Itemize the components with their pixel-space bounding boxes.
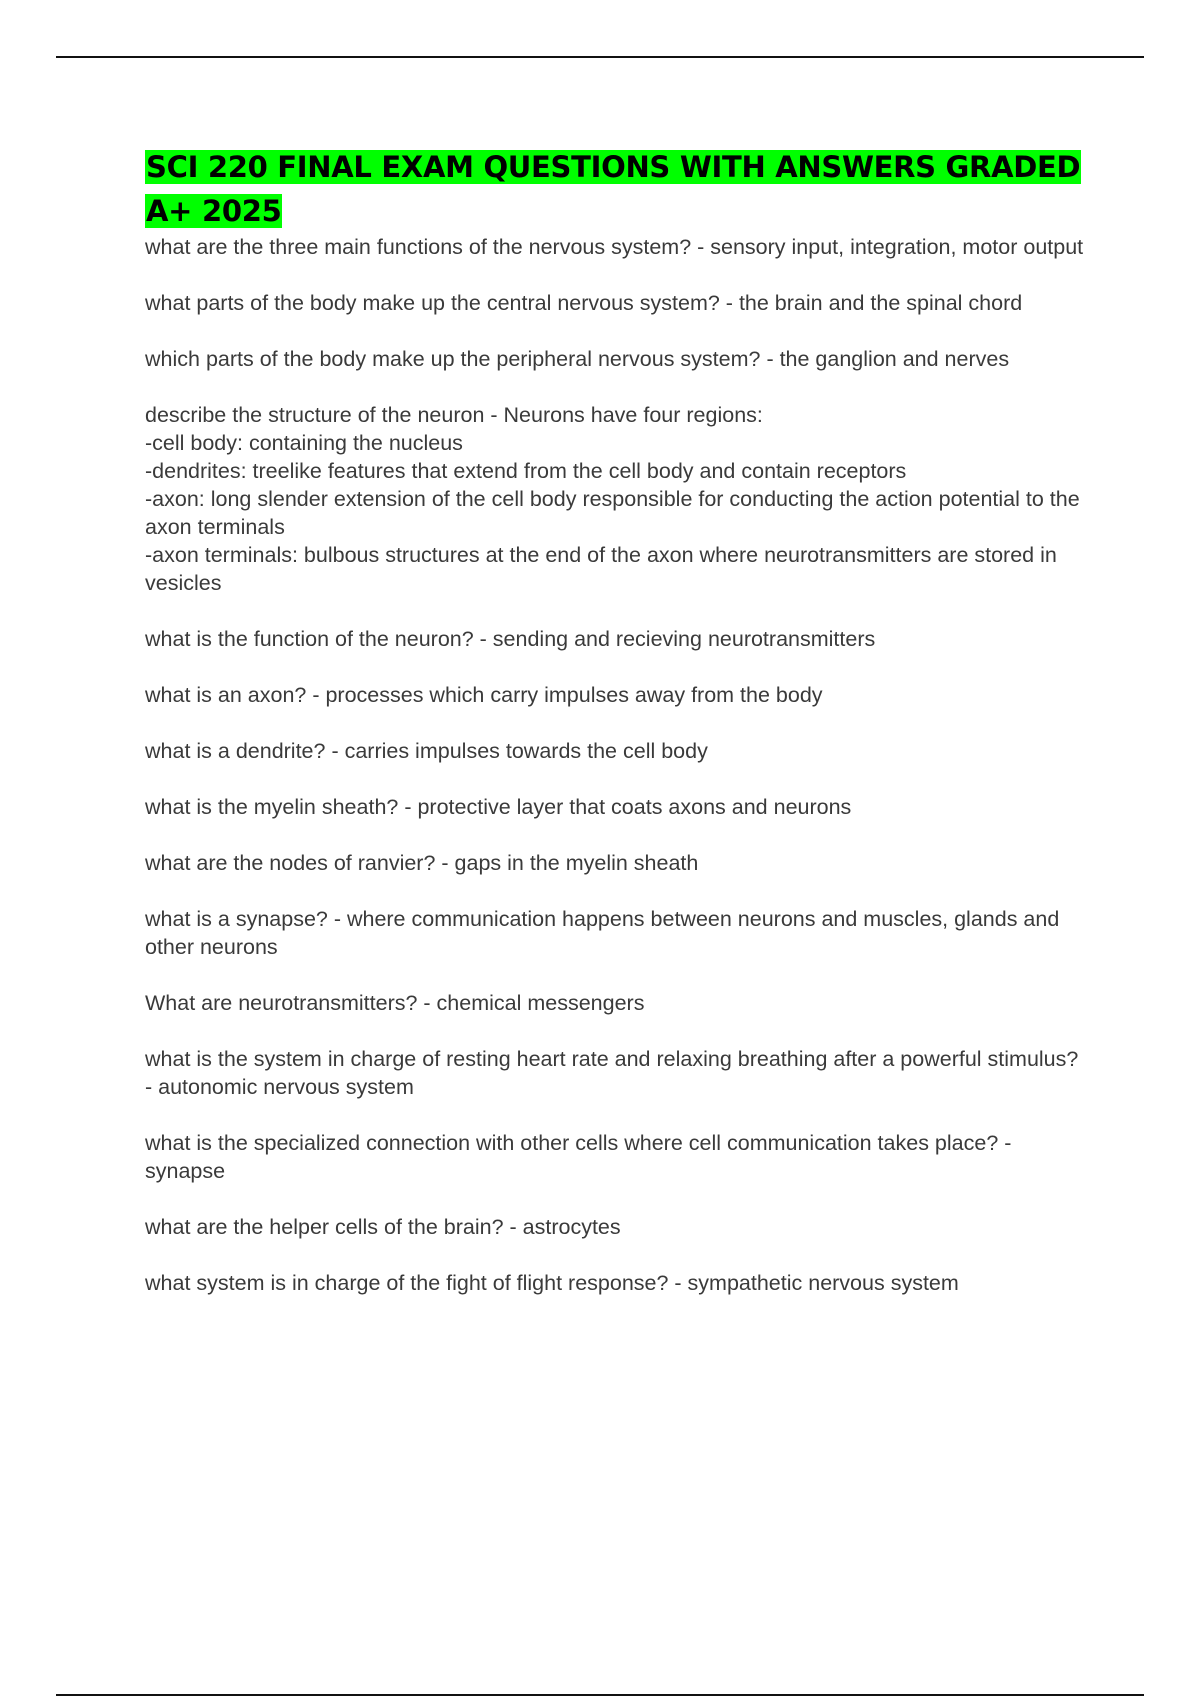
qa-item (145, 289, 1090, 317)
qa-item (145, 793, 1090, 821)
qa-line: -axon terminals: bulbous structures at the end of the axon where neurotransmitters are stored in vesicles (145, 543, 1057, 595)
qa-item (145, 1045, 1090, 1101)
qa-item (145, 233, 1090, 261)
qa-item (145, 345, 1090, 373)
qa-line: -axon: long slender extension of the cell body responsible for conducting the action potential to the axon terminals (145, 487, 1080, 539)
qa-line: what system is in charge of the fight of flight response? - sympathetic nervous system (145, 1271, 959, 1295)
qa-list (145, 233, 1090, 1297)
document-title-text: SCI 220 FINAL EXAM QUESTIONS WITH ANSWERS GRADED A+ 2025 (146, 150, 1081, 228)
bottom-rule (56, 1694, 1144, 1696)
qa-item (145, 625, 1090, 653)
qa-line: what are the helper cells of the brain? - astrocytes (145, 1215, 621, 1239)
qa-line: what is an axon? - processes which carry impulses away from the body (145, 683, 823, 707)
qa-line: what are the three main functions of the nervous system? - sensory input, integration, motor output (145, 235, 1084, 259)
qa-item (145, 905, 1090, 961)
qa-item (145, 989, 1090, 1017)
qa-line: describe the structure of the neuron - Neurons have four regions: (145, 403, 763, 427)
document-body (145, 145, 1090, 1325)
qa-item (145, 1213, 1090, 1241)
qa-line: what is a synapse? - where communication happens between neurons and muscles, glands and other neurons (145, 907, 1060, 959)
qa-line: what are the nodes of ranvier? - gaps in the myelin sheath (145, 851, 699, 875)
qa-line: What are neurotransmitters? - chemical messengers (145, 991, 645, 1015)
top-rule (56, 56, 1144, 58)
qa-line: what is a dendrite? - carries impulses towards the cell body (145, 739, 708, 763)
document-title (145, 145, 1090, 233)
qa-line: which parts of the body make up the peripheral nervous system? - the ganglion and nerves (145, 347, 1010, 371)
qa-line: what is the myelin sheath? - protective layer that coats axons and neurons (145, 795, 852, 819)
qa-line: what is the function of the neuron? - sending and recieving neurotransmitters (145, 627, 876, 651)
qa-line: what parts of the body make up the central nervous system? - the brain and the spinal chord (145, 291, 1023, 315)
qa-item (145, 401, 1090, 597)
qa-line: -cell body: containing the nucleus (145, 431, 463, 455)
qa-item (145, 849, 1090, 877)
qa-line: -dendrites: treelike features that extend from the cell body and contain receptors (145, 459, 907, 483)
qa-item (145, 1129, 1090, 1185)
qa-item (145, 1269, 1090, 1297)
qa-item (145, 681, 1090, 709)
qa-item (145, 737, 1090, 765)
qa-line: what is the specialized connection with other cells where cell communication takes place? - synapse (145, 1131, 1012, 1183)
qa-line: what is the system in charge of resting heart rate and relaxing breathing after a powerful stimulus? - autonomic nervous system (145, 1047, 1079, 1099)
